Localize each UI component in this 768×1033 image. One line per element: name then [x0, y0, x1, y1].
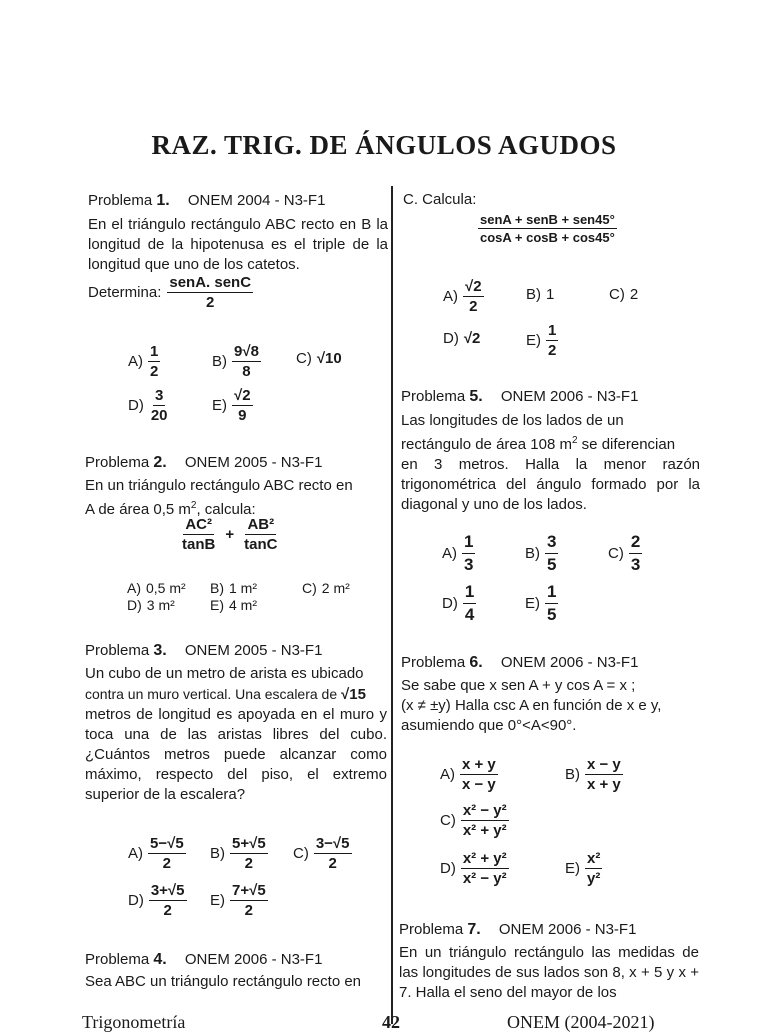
problem-label: Problema: [85, 951, 150, 968]
p2-option-b[interactable]: B) 1 m²: [210, 580, 257, 596]
problem-3-header: [85, 642, 322, 660]
page-title: RAZ. TRIG. DE ÁNGULOS AGUDOS: [151, 130, 617, 160]
p1-option-e[interactable]: E) $\frac{√2}{9}$: [212, 387, 251, 424]
problem-source: ONEM 2006 - N3-F1: [184, 951, 323, 968]
p3-option-b[interactable]: B) $\frac{5+√5}{2}$: [210, 835, 266, 872]
problem-source: ONEM 2005 - N3-F1: [184, 454, 323, 471]
problem-7-text: En un triángulo rectángulo las medidas de las longitudes de sus lados son 8, x + 5 y x + 7. Halla el seno del mayor de los: [399, 944, 699, 1001]
problem-number: 4.: [153, 951, 167, 968]
column-divider: [391, 186, 393, 1024]
p6-option-b[interactable]: B) $\frac{x - y}{x + y}$: [565, 756, 621, 793]
problem-2-expression: $\frac{\text{AC²}}{\tan B}$ + $\frac{\text{AB²}}{\tan C}$: [182, 516, 278, 553]
p1-option-a[interactable]: A) $\frac{1}{2}$: [128, 343, 159, 380]
problem-source: ONEM 2005 - N3-F1: [184, 642, 323, 659]
problem-1-text: En el triángulo rectángulo ABC recto en B la longitud de la hipotenusa es el triple de la longitud que uno de los catetos.: [88, 216, 388, 273]
p5-option-c[interactable]: C) $\frac{2}{3}$: [608, 532, 641, 574]
page-footer: [82, 1012, 702, 1032]
problem-label: Problema: [88, 192, 153, 209]
p2-option-c[interactable]: C) 2 m²: [302, 580, 350, 596]
problem-number: 1.: [156, 192, 170, 209]
p3-option-c[interactable]: C) $\frac{3-√5}{2}$: [293, 835, 350, 872]
p1-option-b[interactable]: B) $\frac{9√8}{8}$: [212, 343, 259, 380]
p3-option-e[interactable]: E) $\frac{7+√5}{2}$: [210, 882, 266, 919]
footer-subject: Trigonometría: [82, 1012, 186, 1032]
problem-label: Problema: [401, 388, 466, 405]
p3-option-d[interactable]: D) $\frac{3+√5}{2}$: [128, 882, 185, 919]
p4-option-b[interactable]: B) 1: [526, 286, 555, 303]
p5-option-d[interactable]: D) $\frac{1}{4}$: [442, 582, 475, 624]
p4-option-a[interactable]: A) $\frac{√2}{2}$: [443, 278, 482, 315]
expression-fraction: $\frac{\text{senA. senC}}{2}$: [169, 274, 252, 311]
p4-option-c[interactable]: C) 2: [609, 286, 639, 303]
page-number: 42: [382, 1012, 400, 1032]
problem-number: 6.: [469, 654, 483, 671]
p5-option-a[interactable]: A) $\frac{1}{3}$: [442, 532, 474, 574]
prompt-label: Determina:: [88, 284, 162, 301]
problem-7-header: [399, 921, 636, 939]
problem-source: ONEM 2004 - N3-F1: [187, 192, 326, 209]
p4-option-e[interactable]: E) $\frac{1}{2}$: [526, 322, 557, 359]
problem-label: Problema: [401, 654, 466, 671]
p2-option-e[interactable]: E) 4 m²: [210, 597, 257, 613]
p3-option-a[interactable]: A) $\frac{5-√5}{2}$: [128, 835, 184, 872]
p6-option-e[interactable]: E) $\frac{\text{x²}}{\text{y²}}$: [565, 850, 601, 887]
footer-collection: ONEM (2004-2021): [507, 1012, 655, 1032]
problem-5-text: Las longitudes de los lados de un rectángulo de área 108 $m^2$ se diferencian en 3 metros. Halla la menor razón trigonométrica del ángulo formado por la diagonal y uno de los lados.: [401, 412, 700, 513]
p2-option-d[interactable]: D) 3 m²: [127, 597, 175, 613]
problem-4-continuation: C. Calcula:: [403, 191, 477, 208]
p5-option-e[interactable]: E) $\frac{1}{5}$: [525, 582, 557, 624]
problem-2-text: En un triángulo rectángulo ABC recto en A de área 0,5 $m^2$, calcula:: [85, 477, 353, 518]
problem-source: ONEM 2006 - N3-F1: [500, 388, 639, 405]
problem-4-expression: $\frac{\text{senA + senB + sen45°}}{\cos A + \cos B + \cos 45^\circ}$: [480, 212, 615, 245]
p1-option-c[interactable]: C) √10: [296, 350, 342, 367]
problem-5-header: [401, 388, 638, 406]
problem-4-text: Sea ABC un triángulo rectángulo recto en: [85, 973, 362, 990]
problem-source: ONEM 2006 - N3-F1: [498, 921, 637, 938]
p4-option-d[interactable]: D) √2: [443, 330, 481, 347]
problem-label: Problema: [85, 454, 150, 471]
p5-option-b[interactable]: B) $\frac{3}{5}$: [525, 532, 557, 574]
problem-1-header: [88, 192, 325, 210]
problem-6-header: [401, 654, 638, 672]
problem-source: ONEM 2006 - N3-F1: [500, 654, 639, 671]
problem-number: 2.: [153, 454, 167, 471]
p2-option-a[interactable]: A) 0,5 m²: [127, 580, 186, 596]
problem-number: 3.: [153, 642, 167, 659]
p1-option-d[interactable]: D) $\frac{3}{20}$: [128, 387, 168, 424]
p6-option-a[interactable]: A) $\frac{x + y}{x - y}$: [440, 756, 496, 793]
problem-4-header: [85, 951, 322, 969]
p6-option-c[interactable]: C) $\frac{\text{x² − y²}}{\text{x² + y²}}$: [440, 802, 507, 839]
problem-label: Problema: [85, 642, 150, 659]
problem-number: 5.: [469, 388, 483, 405]
problem-number: 7.: [467, 921, 481, 938]
problem-6-text: Se sabe que x sen A + y cos A = x ; (x ≠ ±y) Halla csc A en función de x e y, asumiendo que 0°<A<90°.: [401, 677, 662, 734]
problem-label: Problema: [399, 921, 464, 938]
p6-option-d[interactable]: D) $\frac{\text{x² + y²}}{\text{x² − y²}}$: [440, 850, 507, 887]
problem-1-expression: [88, 274, 253, 311]
problem-2-header: [85, 454, 322, 472]
problem-3-text: Un cubo de un metro de arista es ubicado contra un muro vertical. Una escalera de √15 metros de longitud es apoyada en el muro y toca una de las aristas libres del cubo. ¿Cuántos metros puede alcanzar como máximo, respecto del piso, el extremo superior de la escalera?: [85, 665, 387, 803]
